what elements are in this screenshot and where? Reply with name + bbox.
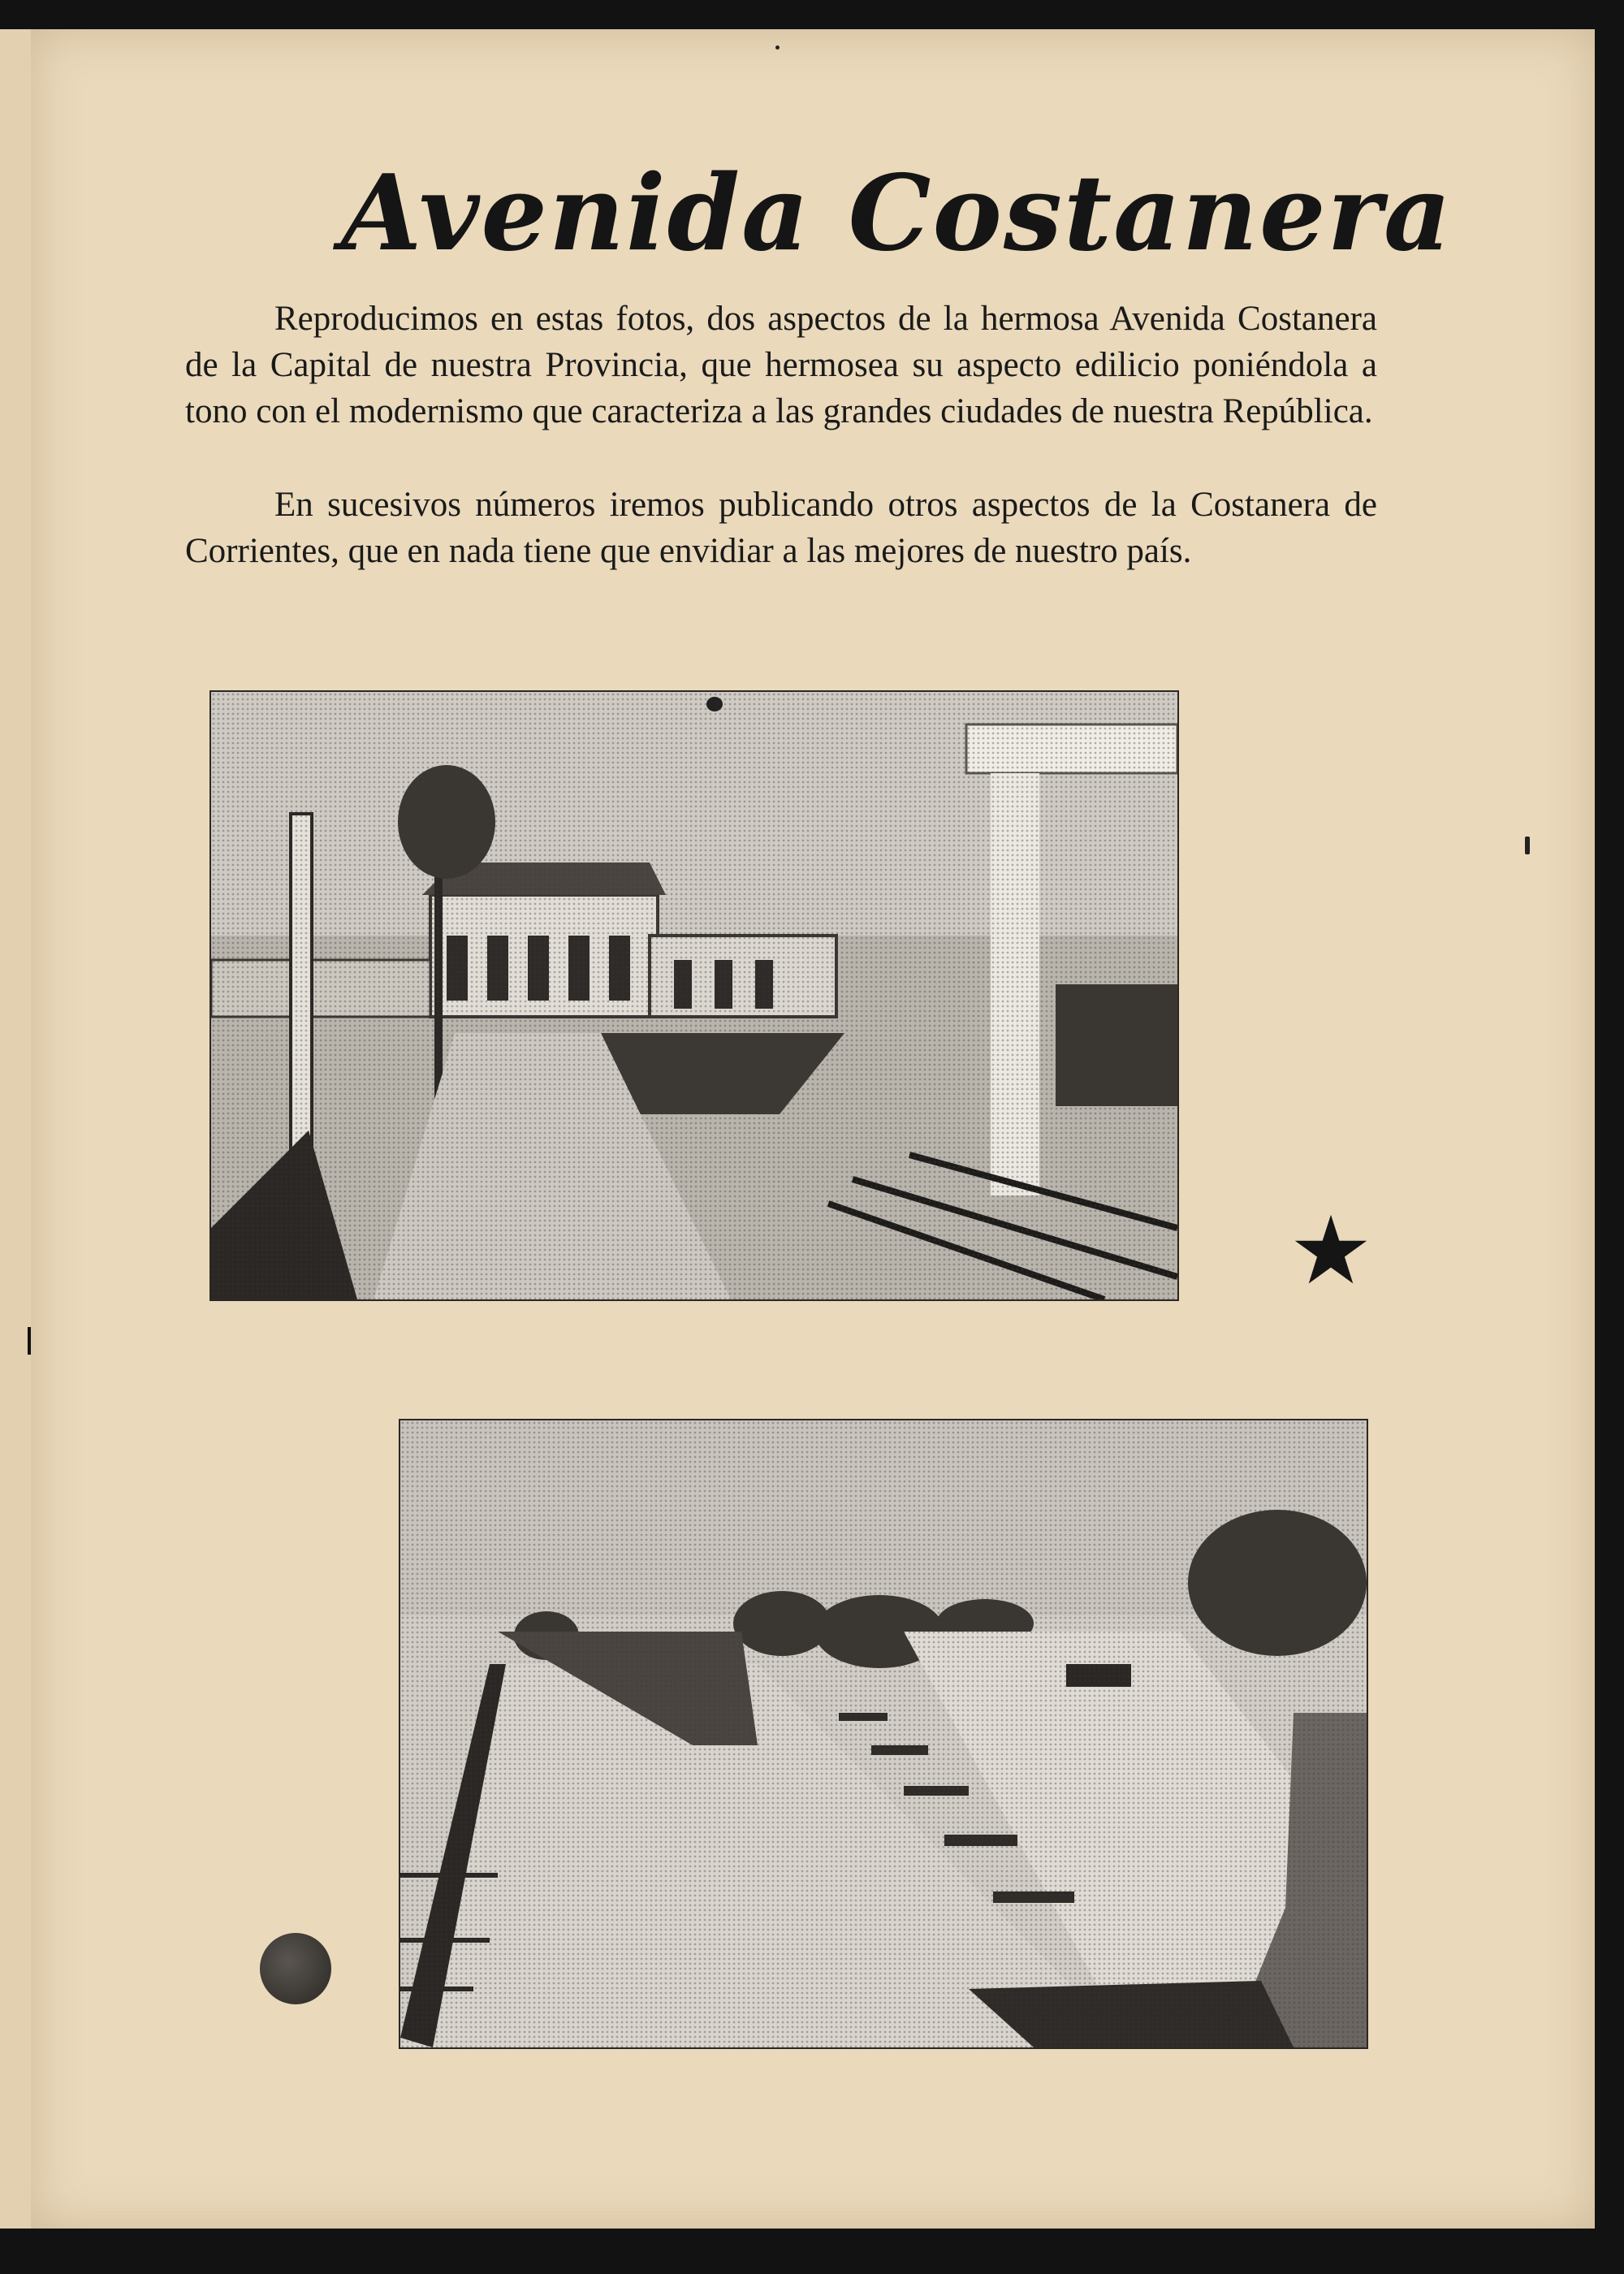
promenade-photo-illustration xyxy=(211,692,1177,1299)
avenida-costanera-boulevard-photo xyxy=(399,1419,1368,2049)
article-paragraph-1: Reproducimos en estas fotos, dos aspectos de la hermosa Avenida Costanera de la Capital de nuestra Provincia, que hermosea su aspecto edilicio poniéndola a tono con el modernismo que caracteriza a las grandes ciudades de nuestra República. xyxy=(185,300,1377,430)
article-title: Avenida Costanera xyxy=(341,153,1453,275)
avenida-costanera-promenade-photo xyxy=(209,690,1179,1301)
boulevard-photo-illustration xyxy=(400,1420,1367,2047)
star-icon xyxy=(1293,1212,1369,1288)
circle-dot-icon xyxy=(260,1933,331,2004)
article-paragraph-2: En sucesivos números iremos publicando otros aspectos de la Costanera de Corrientes, que en nada tiene que envidiar a las mejores de nuestro país. xyxy=(185,486,1377,570)
adjacent-page-edge xyxy=(0,29,34,2229)
